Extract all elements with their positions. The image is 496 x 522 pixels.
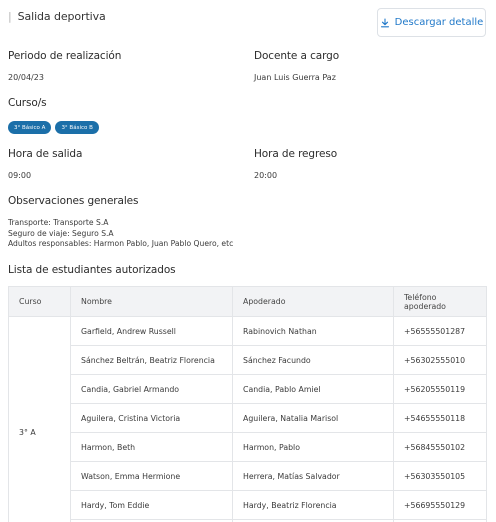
- telefono-cell: +56695550129: [394, 491, 487, 520]
- observacion-line: Adultos responsables: Harmon Pablo, Juan Pablo Quero, etc: [8, 239, 234, 248]
- regreso-value: 20:00: [254, 171, 278, 180]
- table-row[interactable]: [9, 404, 487, 433]
- column-header-apoderado[interactable]: Apoderado: [233, 287, 394, 317]
- telefono-cell: +56555501287: [394, 317, 487, 346]
- download-icon: [380, 18, 390, 28]
- nombre-cell: Candia, Gabriel Armando: [71, 375, 233, 404]
- nombre-cell: Aguilera, Cristina Victoria: [71, 404, 233, 433]
- page-header: [8, 8, 486, 38]
- apoderado-cell: Herrera, Matías Salvador: [233, 462, 394, 491]
- column-header-telefono[interactable]: Teléfono apoderado: [394, 287, 487, 317]
- apoderado-cell: Hardy, Beatriz Florencia: [233, 491, 394, 520]
- apoderado-cell: Sánchez Facundo: [233, 346, 394, 375]
- table-row[interactable]: [9, 346, 487, 375]
- table-row[interactable]: [9, 462, 487, 491]
- salida-label: Hora de salida: [8, 148, 83, 160]
- course-badge: 3° Básico A: [8, 121, 51, 134]
- students-table: [8, 286, 487, 522]
- telefono-cell: +56205550119: [394, 375, 487, 404]
- apoderado-cell: Harmon, Pablo: [233, 433, 394, 462]
- observaciones-label: Observaciones generales: [8, 195, 139, 207]
- observacion-line: Seguro de viaje: Seguro S.A: [8, 228, 114, 238]
- page-title-text: Salida deportiva: [17, 10, 106, 23]
- table-header-row: [9, 287, 487, 317]
- periodo-value: 20/04/23: [8, 73, 44, 82]
- telefono-cell: +56845550102: [394, 433, 487, 462]
- observacion-line: Transporte: Transporte S.A: [8, 218, 109, 227]
- apoderado-cell: Aguilera, Natalia Marisol: [233, 404, 394, 433]
- docente-label: Docente a cargo: [254, 50, 340, 62]
- table-row[interactable]: [9, 433, 487, 462]
- course-badge: 3° Básico B: [55, 121, 98, 134]
- periodo-label: Periodo de realización: [8, 50, 122, 62]
- students-title: Lista de estudiantes autorizados: [8, 264, 176, 276]
- table-row[interactable]: [9, 317, 487, 346]
- table-row[interactable]: [9, 491, 487, 520]
- nombre-cell: Watson, Emma Hermione: [71, 462, 233, 491]
- nombre-cell: Garfield, Andrew Russell: [71, 317, 233, 346]
- course-badges: [8, 121, 99, 134]
- apoderado-cell: Rabinovich Nathan: [233, 317, 394, 346]
- regreso-label: Hora de regreso: [254, 148, 338, 160]
- salida-value: 09:00: [8, 171, 32, 180]
- column-header-curso[interactable]: Curso: [9, 287, 71, 317]
- column-header-nombre[interactable]: Nombre: [71, 287, 233, 317]
- docente-value: Juan Luis Guerra Paz: [254, 73, 336, 82]
- cursos-label: Curso/s: [8, 97, 47, 109]
- nombre-cell: Sánchez Beltrán, Beatriz Florencia: [71, 346, 233, 375]
- table-row[interactable]: [9, 375, 487, 404]
- telefono-cell: +56303550105: [394, 462, 487, 491]
- download-detail-label: Descargar detalle: [394, 17, 484, 28]
- download-detail-button[interactable]: [377, 8, 486, 37]
- nombre-cell: Harmon, Beth: [71, 433, 233, 462]
- course-cell: 3° A: [9, 317, 71, 522]
- apoderado-cell: Candia, Pablo Amiel: [233, 375, 394, 404]
- telefono-cell: +56302555010: [394, 346, 487, 375]
- page-title: [8, 10, 106, 23]
- observaciones-text: [8, 218, 233, 250]
- title-divider: |: [8, 10, 12, 23]
- nombre-cell: Hardy, Tom Eddie: [71, 491, 233, 520]
- telefono-cell: +54655550118: [394, 404, 487, 433]
